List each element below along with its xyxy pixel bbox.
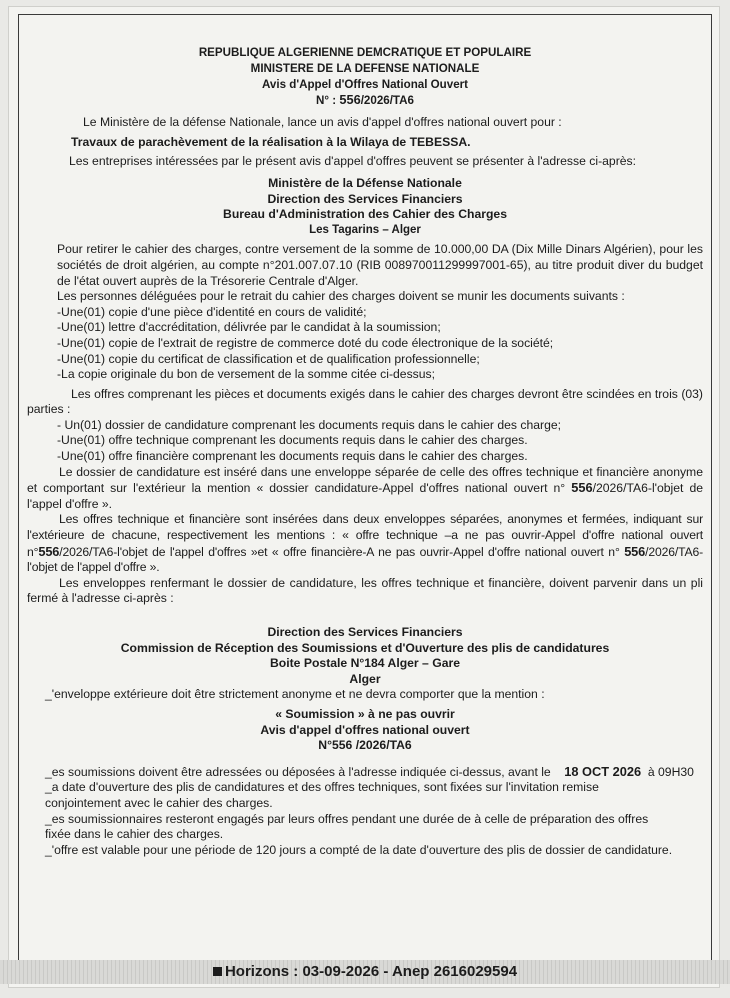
notice-number — [27, 92, 703, 109]
depot-paragraph — [27, 764, 703, 781]
dossier-text-a: Le dossier de candidature est inséré dans une enveloppe séparée de celle des offres technique et financière anonyme et comportant sur l'extérieur la mention « dossier candidature-Appel d'offres national ouvert n° — [27, 464, 703, 496]
tech-text-b: /2026/TA6-l'objet de l'appel d'offres »et « offre financière-A ne pas ouvrir-Appel d'offre national ouvert n° — [59, 544, 620, 559]
address1-line3: Bureau d'Administration des Cahier des Charges — [223, 207, 507, 222]
tech-number-2: 556 — [624, 543, 646, 559]
ministry-title: MINISTERE DE LA DEFENSE NATIONALE — [250, 61, 480, 75]
announcement-content — [27, 45, 703, 858]
doc-item: -Une(01) lettre d'accréditation, délivrée par le candidat à la soumission; — [57, 320, 441, 335]
tech-text-a: Les offres technique et financière sont insérées dans deux enveloppes séparées, anonymes et fermées, indiquant sur l'extérieure de chacune, respectivement les mentions : « offre technique –a ne pas ouvrir-Appel d'offre national ouvert n° — [27, 512, 703, 559]
doc-item: -Une(01) copie de l'extrait de registre de commerce doté du code électronique de la société; — [57, 335, 554, 350]
address2-line1: Direction des Services Financiers — [267, 625, 463, 639]
doc-item: -Une(01) copie du certificat de classification et de qualification professionnelle; — [57, 351, 480, 366]
publication-footer — [0, 960, 730, 984]
dossier-number: 556 — [571, 480, 593, 496]
depot-date: 18 OCT 2026 — [564, 763, 642, 779]
doc-item: -Une(01) copie d'une pièce d'identité en cours de validité; — [57, 304, 367, 319]
republic-title: REPUBLIQUE ALGERIENNE DEMCRATIQUE ET POPULAIRE — [198, 46, 532, 59]
mention-intro: _'enveloppe extérieure doit être strictement anonyme et ne devra comporter que la mention : — [45, 687, 545, 702]
subject-line: Travaux de parachèvement de la réalisation à la Wilaya de TEBESSA. — [71, 134, 471, 149]
address2-line4: Alger — [349, 671, 381, 686]
validite-paragraph: _'offre est valable pour une période de 120 jours a compté de la date d'ouverture des plis de dossier de candidature. — [45, 842, 673, 857]
part-item: - Un(01) dossier de candidature comprenant les documents requis dans le cahier des charge; — [57, 417, 562, 432]
notice-number-suffix: /2026/TA6 — [360, 94, 414, 108]
intro-paragraph: Le Ministère de la défense Nationale, lance un avis d'appel d'offres national ouvert pour : — [83, 115, 562, 130]
engages-line2: fixée dans le cahier des charges. — [45, 827, 224, 842]
announcement-frame — [18, 14, 712, 976]
part-item: -Une(01) offre financière comprenant les documents requis dans le cahier des charges. — [57, 449, 528, 464]
mention-line3: N°556 /2026/TA6 — [318, 738, 412, 753]
dossier-text-b: /2026/TA6-l'objet de l'appel d'offre ». — [27, 481, 704, 511]
notice-title: Avis d'Appel d'Offres National Ouvert — [261, 77, 469, 91]
delegues-paragraph: Les personnes déléguées pour le retrait du cahier des charges doivent se munir les documents suivants : — [57, 289, 625, 304]
address1-line1: Ministère de la Défense Nationale — [268, 175, 462, 190]
retrait-paragraph: Pour retirer le cahier des charges, contre versement de la somme de 10.000,00 DA (Dix Mille Dinars Algérien), pour les sociétés de droit algérien, au compte n°201.007.07.10 (RIB 008970011299997001-65), au titre produit diver du budget de l'état ouvert auprès de la Trésorerie Centrale d'Alger. — [57, 242, 703, 288]
tech-number-1: 556 — [38, 543, 60, 559]
address2-line2: Commission de Réception des Soumissions et d'Ouverture des plis de candidatures — [120, 640, 610, 655]
notice-number-value: 556 — [339, 92, 361, 108]
depot-text: _es soumissions doivent être adressées ou déposées à l'adresse indiquée ci-dessus, avant le — [45, 764, 551, 779]
offres-paragraph: Les offres comprenant les pièces et documents exigés dans le cahier des charges devront être scindées en trois (03) parties : — [27, 386, 703, 417]
address2-line3: Boite Postale N°184 Alger – Gare — [269, 656, 461, 671]
engages-line1: _es soumissionnaires resteront engagés par leurs offres pendant une durée de à celle de préparation des offres — [45, 811, 649, 826]
address1-line2: Direction des Services Financiers — [267, 191, 463, 206]
ouverture-line2: conjointement avec le cahier des charges. — [45, 795, 273, 810]
enveloppes-paragraph: Les enveloppes renfermant le dossier de candidature, les offres technique et financière, doivent parvenir dans un pli fermé à l'adresse ci-après : — [27, 575, 703, 606]
tech-paragraph — [27, 512, 703, 575]
depot-time: à 09H30 — [647, 764, 694, 779]
doc-item: -La copie originale du bon de versement de la somme citée ci-dessus; — [57, 367, 436, 382]
tech-text-c: /2026/TA6-l'objet de l'appel d'offre ». — [27, 544, 703, 575]
mention-line1: « Soumission » à ne pas ouvrir — [275, 706, 455, 721]
footer-text: Horizons : 03-09-2026 - Anep 2616029594 — [224, 963, 518, 980]
ouverture-line1: _a date d'ouverture des plis de candidatures et des offres techniques, sont fixées sur l'invitation remise — [45, 780, 599, 795]
address1-line4: Les Tagarins – Alger — [309, 223, 421, 236]
dossier-paragraph — [27, 465, 703, 513]
part-item: -Une(01) offre technique comprenant les documents requis dans le cahier des charges. — [57, 433, 528, 448]
square-bullet-icon — [213, 967, 222, 976]
presentation-paragraph: Les entreprises intéressées par le présent avis d'appel d'offres peuvent se présenter à l'adresse ci-après: — [69, 154, 637, 169]
notice-number-prefix: N° : — [316, 94, 337, 108]
mention-line2: Avis d'appel d'offres national ouvert — [260, 722, 470, 737]
